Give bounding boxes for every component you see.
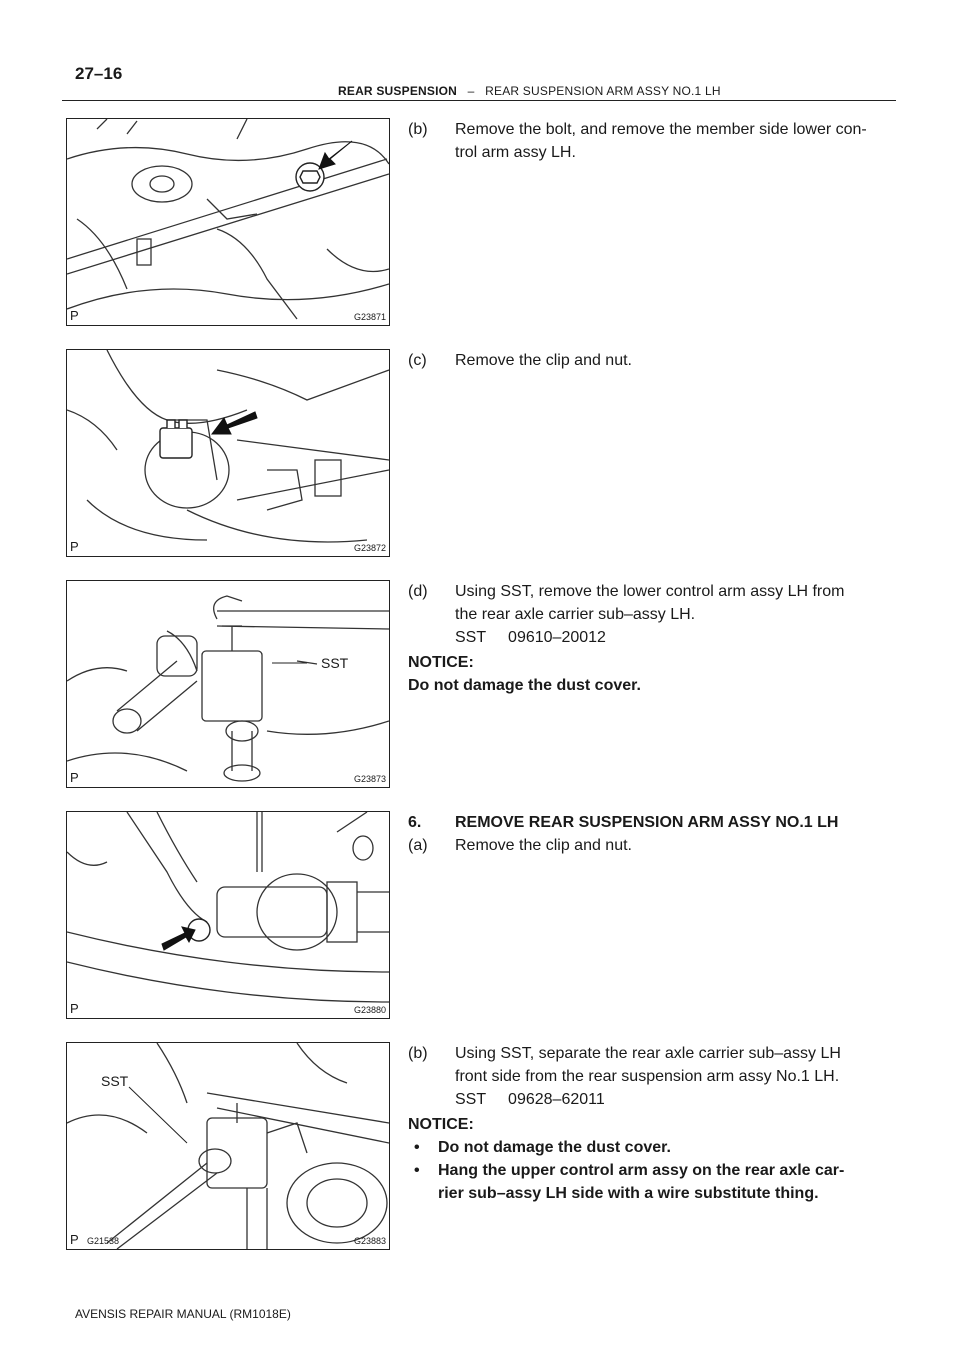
- figure-1-illustration: [67, 119, 389, 325]
- figure-4-code: G23880: [353, 1005, 386, 1015]
- notice-title: NOTICE:: [408, 1116, 474, 1133]
- figure-2-code: G23872: [353, 543, 386, 553]
- figure-5: [66, 1042, 390, 1250]
- step-text-line: front side from the rear suspension arm assy No.1 LH.: [455, 1068, 840, 1085]
- bullet-icon: •: [414, 1162, 420, 1179]
- heading-number: 6.: [408, 814, 422, 831]
- figure-3-marker: P: [70, 770, 79, 785]
- sst-number: SST 09610–20012: [455, 629, 606, 646]
- step-text-line: Using SST, remove the lower control arm assy LH from: [455, 583, 845, 600]
- step-text-line: Using SST, separate the rear axle carrier sub–assy LH: [455, 1045, 841, 1062]
- figure-1-marker: P: [70, 308, 79, 323]
- figure-1: [66, 118, 390, 326]
- notice-text: Do not damage the dust cover.: [408, 677, 641, 694]
- figure-4-marker: P: [70, 1001, 79, 1016]
- figure-5-code: G23883: [353, 1236, 386, 1246]
- figure-4: [66, 811, 390, 1019]
- figure-5-sst-label: SST: [101, 1073, 129, 1089]
- step-d-using-sst: [408, 580, 898, 652]
- step-label: (a): [408, 837, 428, 854]
- step-label: (b): [408, 1045, 428, 1062]
- step-b-separate: [408, 1042, 898, 1114]
- step-a-remove-clip: [408, 834, 898, 858]
- header-rule: [62, 100, 896, 101]
- step-text-line: Remove the clip and nut.: [455, 352, 632, 369]
- notice-bullet-2: • Hang the upper control arm assy on the rear axle car- rier sub–assy LH side with a wire substitute thing.: [414, 1159, 898, 1205]
- step-label: (d): [408, 583, 428, 600]
- figure-1-code: G23871: [353, 312, 386, 322]
- step-b-remove-bolt: [408, 118, 898, 166]
- bullet-icon: •: [414, 1139, 420, 1156]
- page-header: [338, 84, 721, 98]
- figure-3-code: G23873: [353, 774, 386, 784]
- notice-title: NOTICE:: [408, 654, 474, 671]
- step-label: (c): [408, 352, 427, 369]
- header-section: REAR SUSPENSION: [338, 84, 458, 98]
- figure-2: [66, 349, 390, 557]
- header-separator: –: [467, 84, 475, 98]
- figure-3: [66, 580, 390, 788]
- step-text-line: Remove the bolt, and remove the member side lower con-: [455, 121, 867, 138]
- footer-manual-title: AVENSIS REPAIR MANUAL (RM1018E): [75, 1307, 291, 1321]
- figure-2-illustration: [67, 350, 389, 556]
- heading-text: REMOVE REAR SUSPENSION ARM ASSY NO.1 LH: [455, 814, 839, 831]
- figure-2-marker: P: [70, 539, 79, 554]
- figure-5-marker: P: [70, 1232, 79, 1247]
- section-heading-6: [408, 811, 898, 835]
- step-text-line: trol arm assy LH.: [455, 144, 576, 161]
- header-subsection: REAR SUSPENSION ARM ASSY NO.1 LH: [485, 84, 721, 98]
- sst-number: SST 09628–62011: [455, 1091, 605, 1108]
- figure-5-code-secondary: G21538: [87, 1236, 120, 1246]
- figure-3-sst-label: SST: [321, 655, 349, 671]
- figure-4-illustration: [67, 812, 389, 1018]
- figure-3-illustration: [67, 581, 389, 787]
- page-number: 27–16: [75, 64, 123, 83]
- notice-bullet-1: • Do not damage the dust cover.: [414, 1136, 898, 1159]
- step-label: (b): [408, 121, 428, 138]
- step-text-line: the rear axle carrier sub–assy LH.: [455, 606, 696, 623]
- step-text-line: Remove the clip and nut.: [455, 837, 632, 854]
- step-c-remove-clip: [408, 349, 898, 373]
